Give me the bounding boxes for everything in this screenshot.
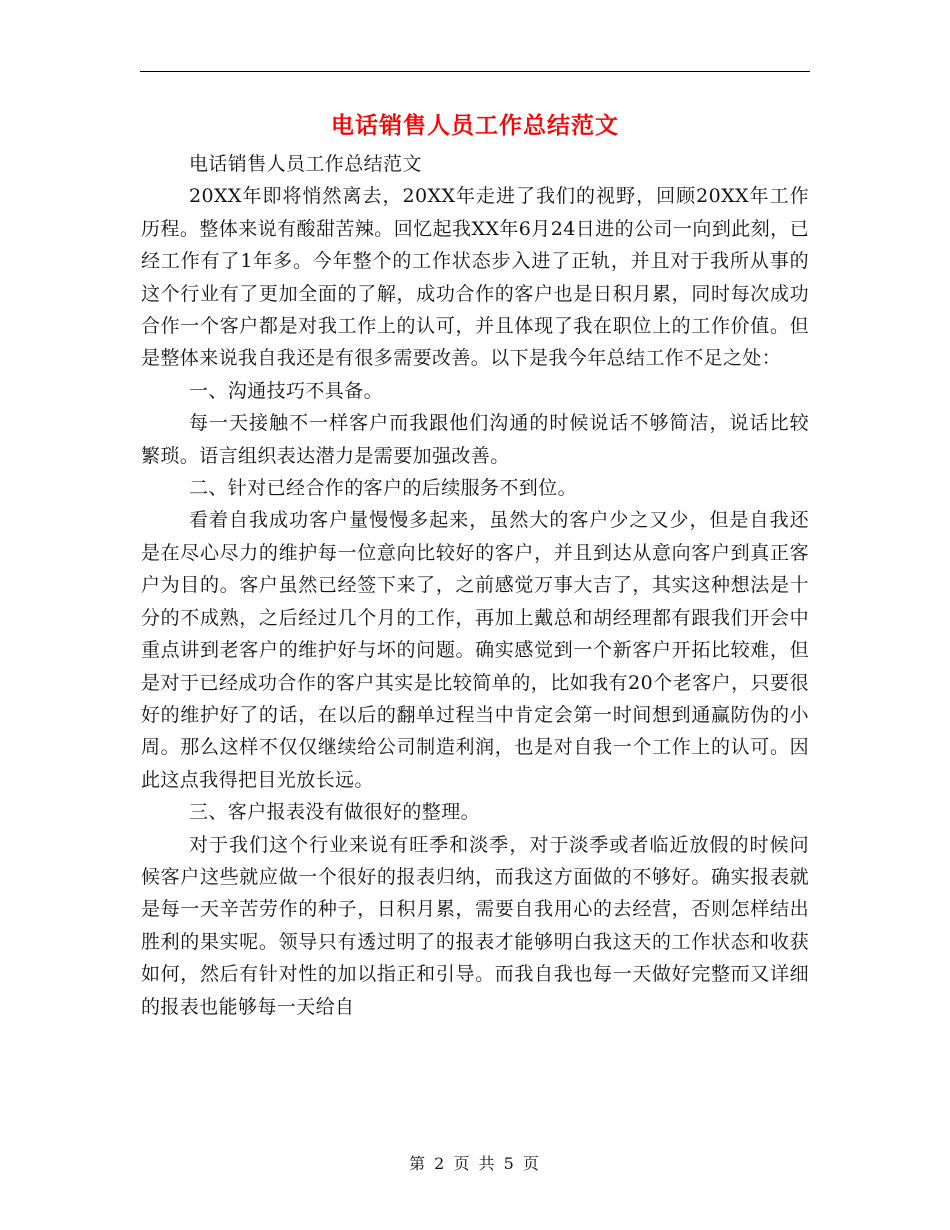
- document-title: 电话销售人员工作总结范文: [331, 112, 619, 139]
- paragraph-subtitle: 电话销售人员工作总结范文: [189, 153, 422, 175]
- paragraph-section-3: 对于我们这个行业来说有旺季和淡季，对于淡季或者临近放假的时候问候客户这些就应做一个很好的报表归纳，而我这方面做的不够好。确实报表就是每一天辛苦劳作的种子，日积月累，需要自我用心的去经营，否则怎样结出胜利的果实呢。领导只有透过明了的报表才能够明白我这天的工作状态和收获如何，然后有针对性的加以指正和引导。而我自我也每一天做好完整而又详细的报表也能够每一天给自: [141, 833, 809, 1018]
- paragraph-intro: 20XX年即将悄然离去，20XX年走进了我们的视野，回顾20XX年工作历程。整体来说有酸甜苦辣。回忆起我XX年6月24日进的公司一向到此刻，已经工作有了1年多。今年整个的工作状态步入进了正轨，并且对于我所从事的这个行业有了更加全面的了解，成功合作的客户也是日积月累，同时每次成功合作一个客户都是对我工作上的认可，并且体现了我在职位上的工作价值。但是整体来说我自我还是有很多需要改善。以下是我今年总结工作不足之处：: [141, 185, 809, 370]
- paragraph-section-2: 看着自我成功客户量慢慢多起来，虽然大的客户少之又少，但是自我还是在尽心尽力的维护每一位意向比较好的客户，并且到达从意向客户到真正客户为目的。客户虽然已经签下来了，之前感觉万事大吉了，其实这种想法是十分的不成熟，之后经过几个月的工作，再加上戴总和胡经理都有跟我们开会中重点讲到老客户的维护好与坏的问题。确实感觉到一个新客户开拓比较难，但是对于已经成功合作的客户其实是比较简单的，比如我有20个老客户，只要很好的维护好了的话，在以后的翻单过程当中肯定会第一时间想到通赢防伪的小周。那么这样不仅仅继续给公司制造利润，也是对自我一个工作上的认可。因此这点我得把目光放长远。: [141, 509, 809, 791]
- section-heading-2: 二、针对已经合作的客户的后续服务不到位。: [189, 477, 578, 500]
- section-heading-1: 一、沟通技巧不具备。: [189, 379, 384, 402]
- page-number-footer: 第 2 页 共 5 页: [409, 1154, 541, 1173]
- paragraph-section-1: 每一天接触不一样客户而我跟他们沟通的时候说话不够简洁，说话比较繁琐。语言组织表达潜力是需要加强改善。: [141, 412, 809, 467]
- section-heading-3: 三、客户报表没有做很好的整理。: [189, 801, 481, 824]
- document-body: [141, 148, 809, 1023]
- header-rule: [140, 71, 810, 72]
